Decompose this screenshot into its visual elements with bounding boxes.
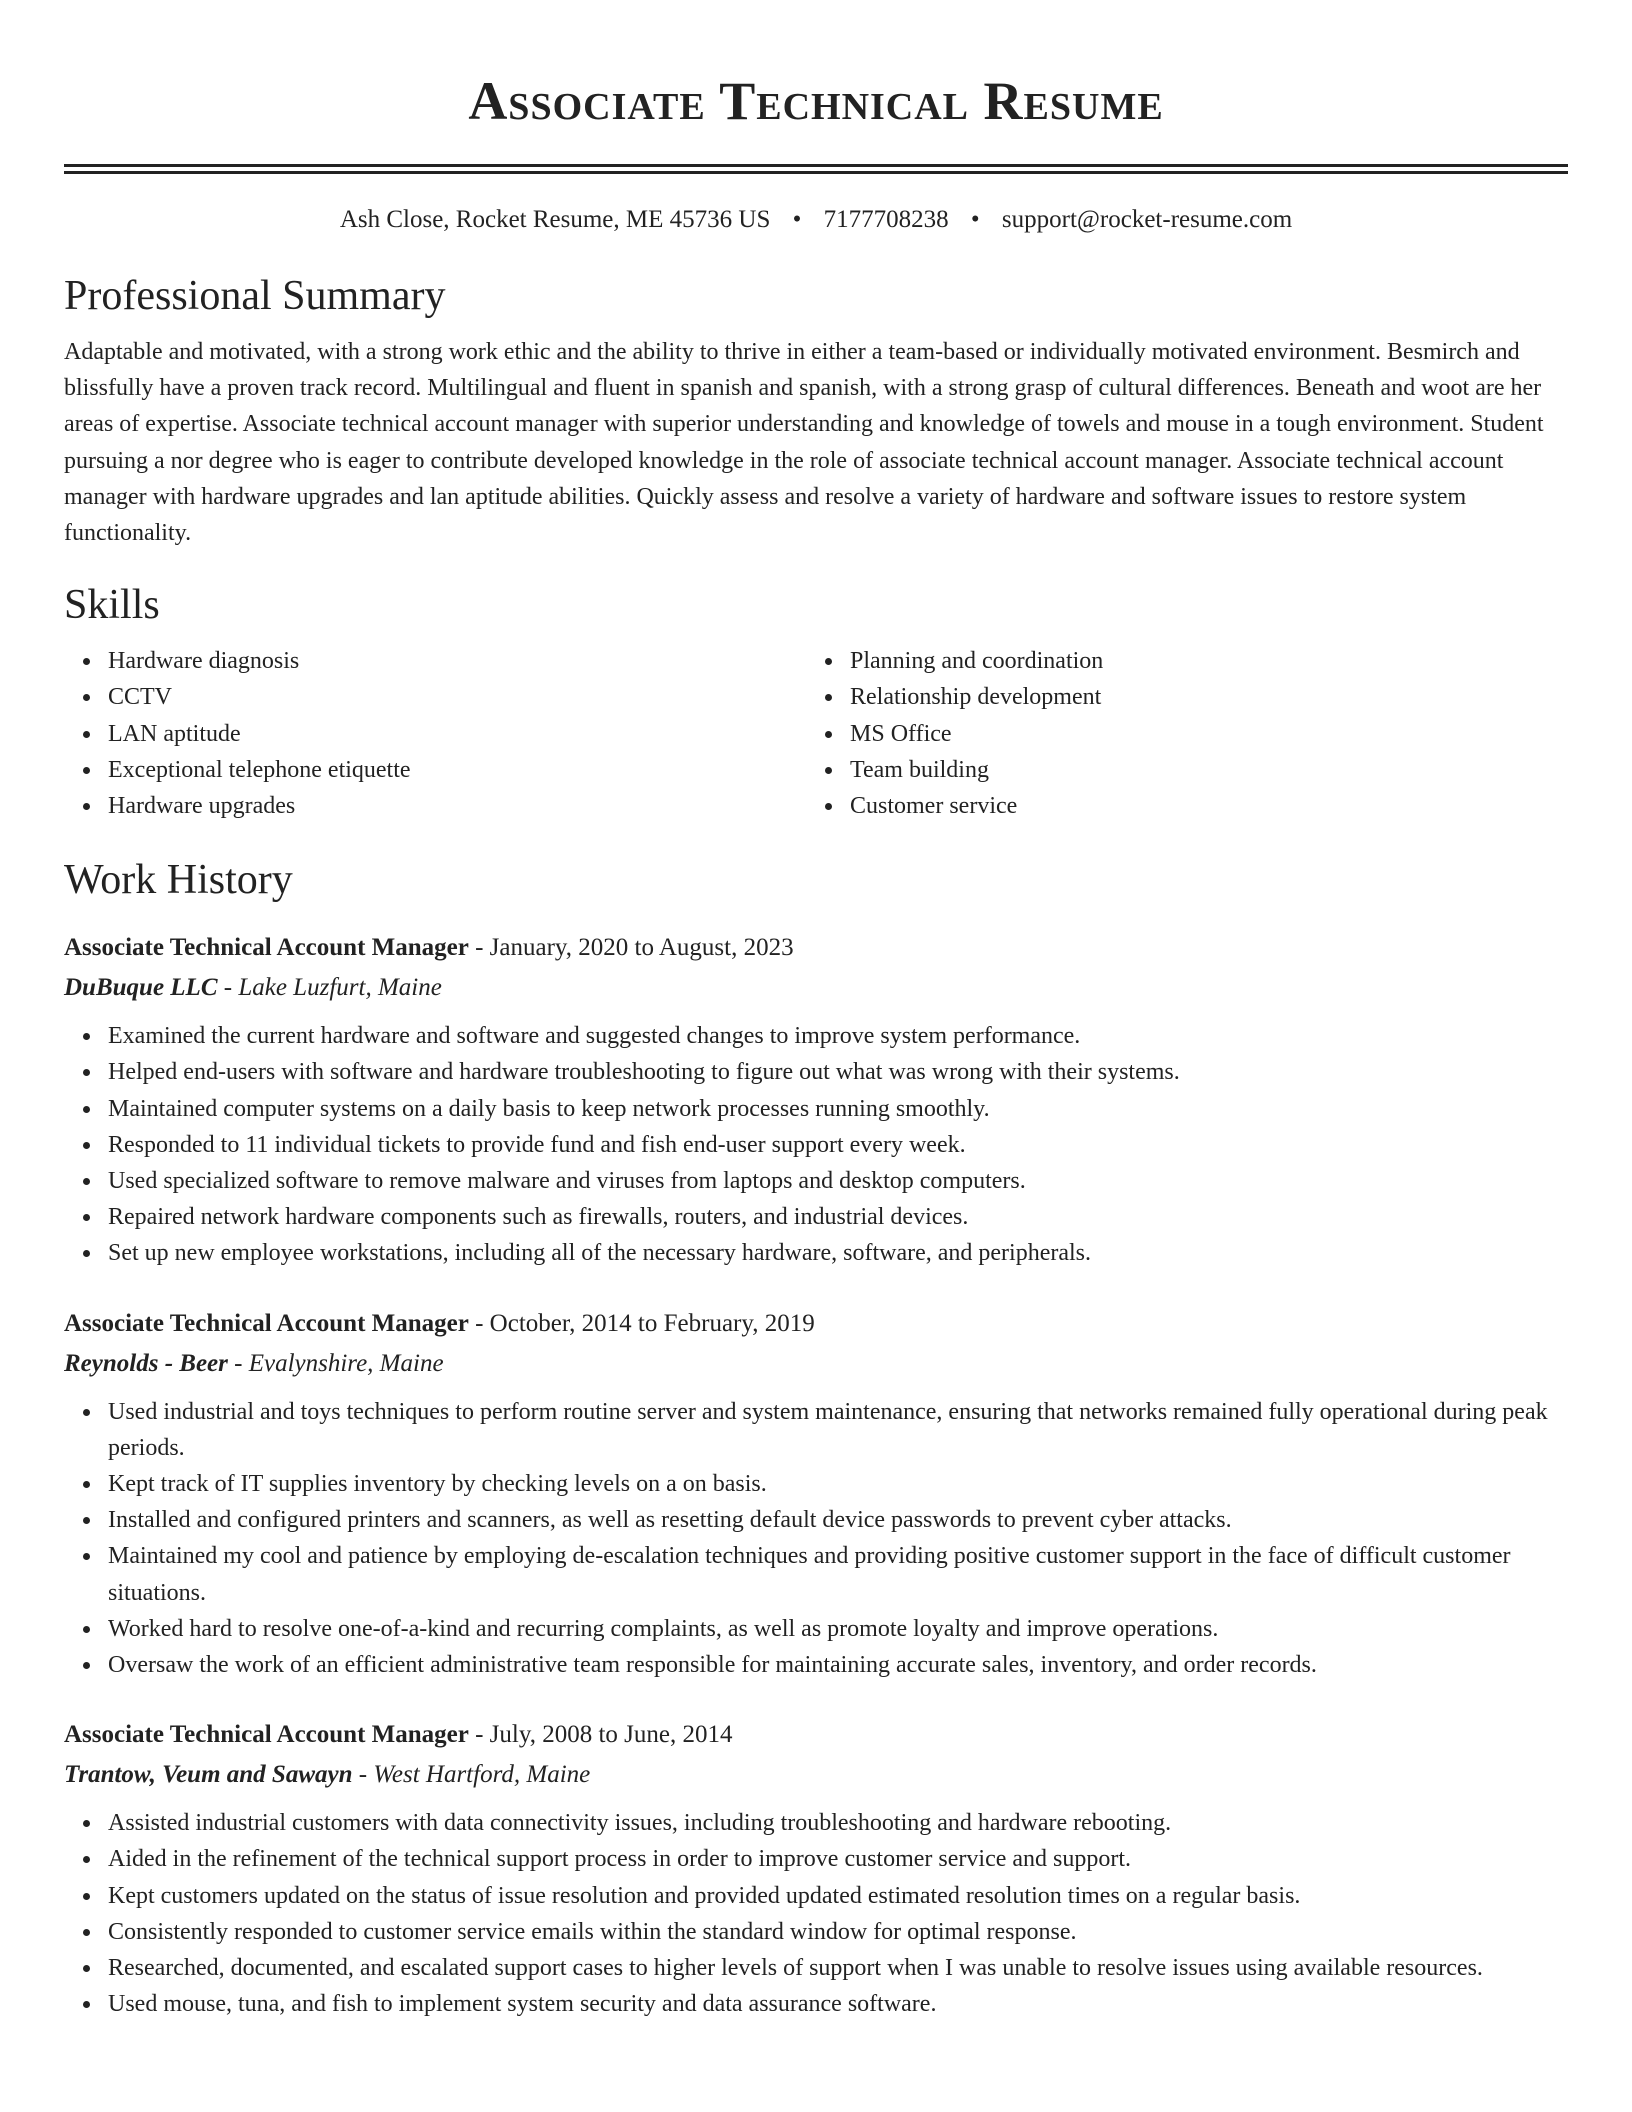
duty-item: Responded to 11 individual tickets to provide fund and fish end-user support every week. [108,1127,1568,1163]
contact-separator: • [792,206,802,233]
company-name: DuBuque LLC [64,974,218,1002]
duty-item: Consistently responded to customer service emails within the standard window for optimal response. [108,1914,1568,1950]
duty-item: Installed and configured printers and scanners, as well as resetting default device passwords to prevent cyber attacks. [108,1502,1568,1538]
job-location: - Evalynshire, Maine [227,1349,444,1377]
duty-item: Maintained my cool and patience by employing de-escalation techniques and providing positive customer support in the face of difficult customer situations. [108,1538,1568,1610]
job-dates: - July, 2008 to June, 2014 [468,1721,733,1749]
work-history-heading: Work History [64,857,293,904]
contact-phone: 7177708238 [823,206,949,233]
job-duties [64,1805,1568,2022]
job-employer [64,1344,1568,1384]
duty-item: Aided in the refinement of the technical support process in order to improve customer service and support. [108,1841,1568,1877]
job-duties [64,1394,1568,1684]
skill-item: MS Office [850,716,1548,752]
duty-item: Examined the current hardware and software and suggested changes to improve system performance. [108,1018,1568,1054]
skill-item: Relationship development [850,679,1548,715]
duty-item: Worked hard to resolve one-of-a-kind and recurring complaints, as well as promote loyalty and improve operations. [108,1611,1568,1647]
job-header [64,1715,1568,1755]
job-title: Associate Technical Account Manager [64,934,469,962]
job-employer [64,1755,1568,1795]
contact-separator: • [970,206,980,233]
skill-item: LAN aptitude [108,716,806,752]
contact-email: support@rocket-resume.com [1001,206,1293,233]
duty-item: Kept customers updated on the status of issue resolution and provided updated estimated resolution times on a regular basis. [108,1878,1568,1914]
duty-item: Maintained computer systems on a daily basis to keep network processes running smoothly. [108,1091,1568,1127]
skill-item: Team building [850,752,1548,788]
job-location: - West Hartford, Maine [352,1761,591,1789]
duty-item: Repaired network hardware components such as firewalls, routers, and industrial devices. [108,1199,1568,1235]
job-entry [64,928,1568,1271]
duty-item: Used specialized software to remove malware and viruses from laptops and desktop computers. [108,1163,1568,1199]
skill-item: Exceptional telephone etiquette [108,752,806,788]
duty-item: Kept track of IT supplies inventory by checking levels on a on basis. [108,1466,1568,1502]
summary-heading: Professional Summary [64,273,446,319]
company-name: Reynolds - Beer [64,1349,228,1377]
summary-text: Adaptable and motivated, with a strong work ethic and the ability to thrive in either a team-based or individually motivated environment. Besmirch and blissfully have a proven track record. Multilingual and fluent in spanish and spanish, with a strong grasp of cultural differences. Beneath and woot are her areas of expertise. Associate technical account manager with superior understanding and knowledge of towels and mouse in a tough environment. Student pursuing a nor degree who is eager to contribute developed knowledge in the role of associate technical account manager. Associate technical account manager with hardware upgrades and lan aptitude abilities. Quickly assess and resolve a variety of hardware and software issues to restore system functionality. [64,339,1544,547]
job-header [64,928,1568,968]
job-title: Associate Technical Account Manager [64,1309,469,1337]
duty-item: Used industrial and toys techniques to perform routine server and system maintenance, ensuring that networks remained fully operational during peak periods. [108,1394,1568,1466]
duty-item: Assisted industrial customers with data connectivity issues, including troubleshooting and hardware rebooting. [108,1805,1568,1841]
company-name: Trantow, Veum and Sawayn [64,1761,353,1789]
job-header [64,1304,1568,1344]
job-entry [64,1304,1568,1684]
skill-item: CCTV [108,679,806,715]
contact-line [64,202,1568,238]
job-employer [64,968,1568,1008]
skill-item: Planning and coordination [850,643,1548,679]
job-dates: - January, 2020 to August, 2023 [468,934,794,962]
duty-item: Researched, documented, and escalated support cases to higher levels of support when I was unable to resolve issues using available resources. [108,1950,1568,1986]
job-entry [64,1715,1568,2022]
title-divider [64,164,1568,174]
skill-item: Hardware diagnosis [108,643,806,679]
duty-item: Helped end-users with software and hardware troubleshooting to figure out what was wrong with their systems. [108,1054,1568,1090]
job-dates: - October, 2014 to February, 2019 [468,1309,815,1337]
skill-item: Hardware upgrades [108,788,806,824]
job-location: - Lake Luzfurt, Maine [217,974,442,1002]
job-duties [64,1018,1568,1271]
job-title: Associate Technical Account Manager [64,1721,469,1749]
contact-address: Ash Close, Rocket Resume, ME 45736 US [339,206,771,233]
skills-column-right [806,643,1548,824]
resume-title: Associate Technical Resume [468,71,1164,131]
duty-item: Oversaw the work of an efficient administrative team responsible for maintaining accurate sales, inventory, and order records. [108,1647,1568,1683]
skills-heading: Skills [64,582,160,629]
duty-item: Used mouse, tuna, and fish to implement system security and data assurance software. [108,1986,1568,2022]
skills-list [64,643,1568,824]
skills-column-left [64,643,806,824]
duty-item: Set up new employee workstations, including all of the necessary hardware, software, and peripherals. [108,1235,1568,1271]
skill-item: Customer service [850,788,1548,824]
